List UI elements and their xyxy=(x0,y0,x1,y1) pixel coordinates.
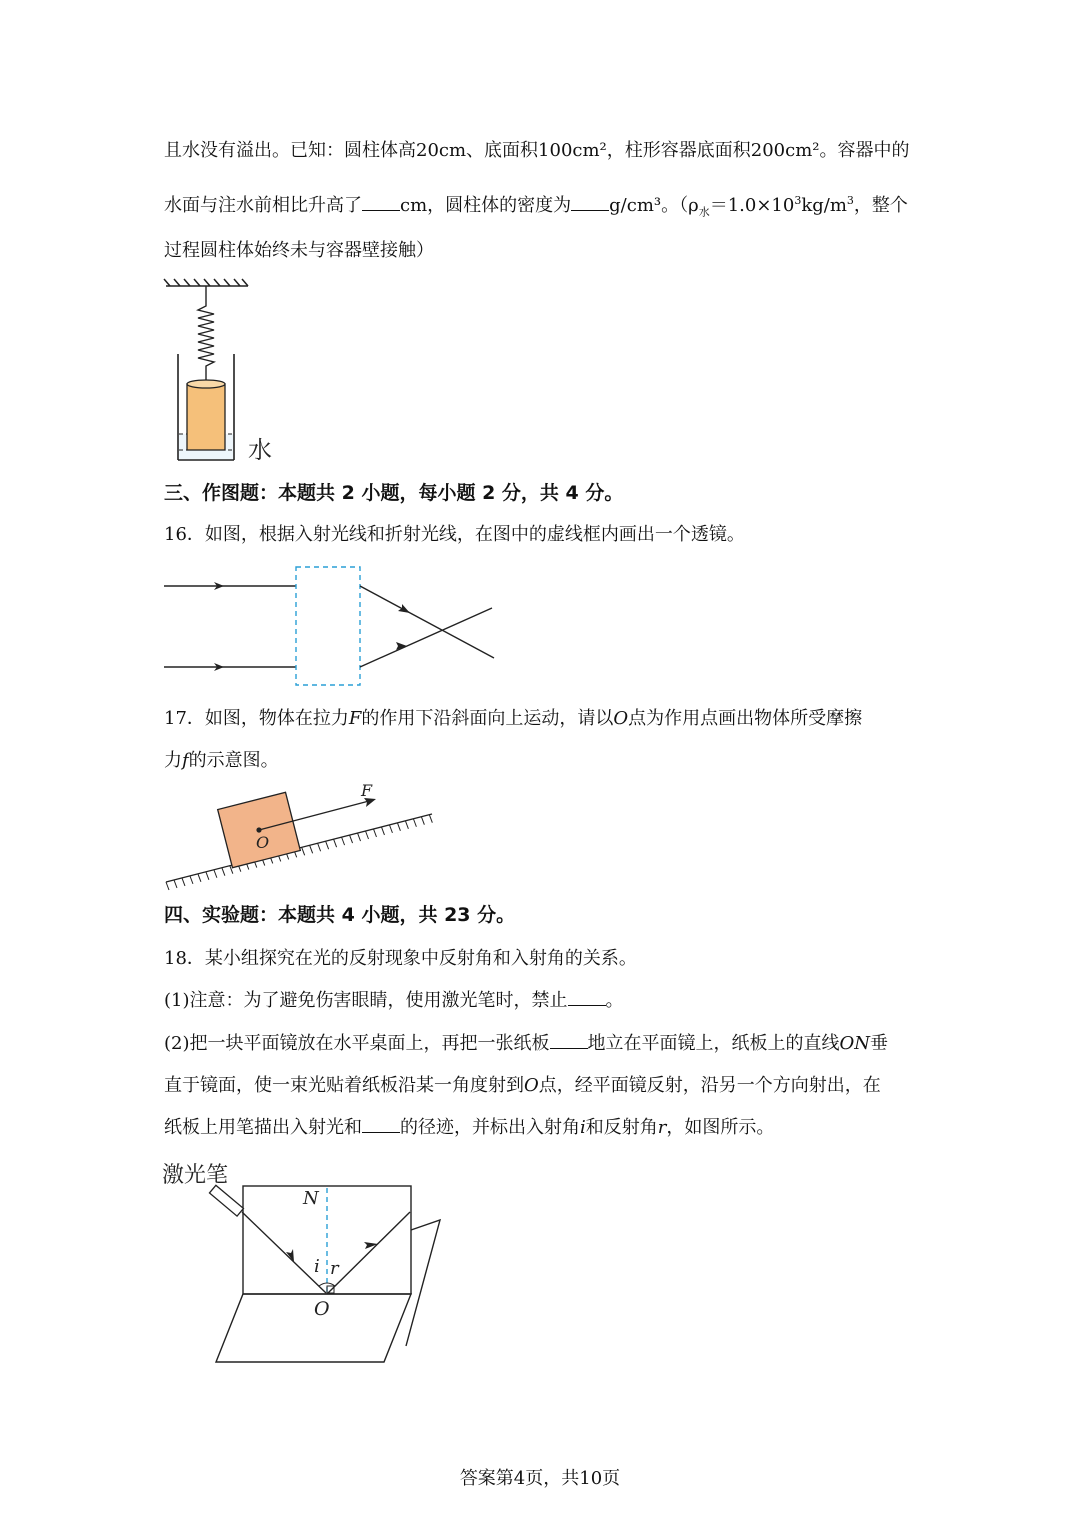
hatch-mark xyxy=(326,841,329,849)
rho-subscript: 水 xyxy=(698,205,710,219)
answer-blank xyxy=(362,1116,400,1133)
q15-text-a: 水面与注水前相比升高了 xyxy=(164,195,362,216)
section-4-heading: 四、实验题：本题共 4 小题，共 23 分。 xyxy=(164,904,516,926)
answer-blank xyxy=(362,194,400,211)
incline-hatching xyxy=(166,815,432,890)
var-r: r xyxy=(657,1117,667,1138)
q15-line3: 过程圆柱体始终未与容器壁接触） xyxy=(164,240,434,261)
q18-intro: 18．某小组探究在光的反射现象中反射角和入射角的关系。 xyxy=(164,948,637,969)
q18-p2-text-f: 纸板上用笔描出入射光和 xyxy=(164,1117,362,1138)
section-3-heading: 三、作图题：本题共 2 小题，每小题 2 分，共 4 分。 xyxy=(164,482,624,504)
var-F: F xyxy=(348,708,362,729)
refracted-ray-bottom xyxy=(360,608,492,667)
hatch-mark xyxy=(421,817,424,825)
cylinder xyxy=(187,380,225,450)
hatch-mark xyxy=(206,872,209,880)
hatch-mark xyxy=(214,870,217,878)
q15-line2 xyxy=(164,188,908,226)
q17-text-d: 力 xyxy=(164,750,182,771)
answer-blank xyxy=(550,1032,588,1049)
hatch-mark xyxy=(413,819,416,827)
answer-blank xyxy=(571,194,609,211)
q18-part1 xyxy=(164,988,624,1014)
q18-p2-text-e: 点，经平面镜反射，沿另一个方向射出，在 xyxy=(538,1075,881,1096)
var-O: O xyxy=(613,708,629,729)
reflection-figure xyxy=(160,1156,450,1366)
q18-p2-text-c: 垂 xyxy=(870,1033,889,1054)
q17-line2 xyxy=(164,748,279,774)
refracted-ray-top xyxy=(360,586,494,658)
hatch-mark xyxy=(302,847,305,855)
ceiling-support xyxy=(164,279,248,286)
hatch-mark xyxy=(198,874,201,882)
q15-line1: 且水没有溢出。已知：圆柱体高20cm、底面积100cm²，柱形容器底面积200cm²。容器中的 xyxy=(164,140,910,161)
q18-part2-line1 xyxy=(164,1031,888,1057)
label-O: O xyxy=(256,833,270,852)
hatch-mark xyxy=(222,868,225,876)
rho-value: ＝1.0×10 xyxy=(709,195,795,216)
label-F: F xyxy=(361,781,373,800)
label-O: O xyxy=(314,1298,330,1320)
hatch-mark xyxy=(358,833,361,841)
q15-text-c: g/cm³。（ xyxy=(609,195,689,216)
hatch-mark xyxy=(334,839,337,847)
reflected-ray xyxy=(328,1212,410,1293)
hatch-mark xyxy=(166,882,169,890)
hatch-mark xyxy=(190,876,193,884)
q18-p1-text-a: (1)注意：为了避免伤害眼睛，使用激光笔时，禁止 xyxy=(164,990,568,1011)
q18-p1-text-b: 。 xyxy=(605,990,624,1011)
q15-text-d: ，整个 xyxy=(853,195,908,216)
q18-p2-text-a: (2)把一块平面镜放在水平桌面上，再把一张纸板 xyxy=(164,1033,550,1054)
water-label: 水 xyxy=(248,436,272,464)
q18-p2-text-b: 地立在平面镜上，纸板上的直线 xyxy=(587,1033,840,1054)
rho-exponent: 3 xyxy=(794,194,802,207)
hatch-mark xyxy=(429,815,432,823)
label-r: r xyxy=(330,1258,339,1279)
spring-cylinder-figure xyxy=(160,276,290,468)
q17-text-b: 的作用下沿斜面向上运动，请以 xyxy=(361,708,614,729)
hatch-mark xyxy=(174,880,177,888)
var-f: f xyxy=(182,750,189,771)
hatch-mark xyxy=(350,835,353,843)
incident-ray xyxy=(242,1212,326,1293)
rho-unit-exponent: 3 xyxy=(846,194,854,207)
page-footer: 答案第4页，共10页 xyxy=(459,1468,621,1489)
paper-board xyxy=(216,1186,440,1362)
hatch-mark xyxy=(310,845,313,853)
hatch-mark xyxy=(366,831,369,839)
right-angle-mark xyxy=(327,1286,334,1293)
label-N: N xyxy=(303,1188,319,1209)
q16-text: 16．如图，根据入射光线和折射光线，在图中的虚线框内画出一个透镜。 xyxy=(164,524,745,545)
label-laser-pen: 激光笔 xyxy=(162,1163,229,1188)
hatch-mark xyxy=(318,843,321,851)
lens-figure xyxy=(164,564,504,690)
q17-text-a: 17．如图，物体在拉力 xyxy=(164,708,349,729)
spring xyxy=(198,286,214,380)
hatch-mark xyxy=(389,825,392,833)
hatch-mark xyxy=(381,827,384,835)
q15-text-b: cm，圆柱体的密度为 xyxy=(400,195,572,216)
dashed-lens-box xyxy=(296,567,360,685)
hatch-mark xyxy=(373,829,376,837)
arrow-head xyxy=(398,604,410,613)
hatch-mark xyxy=(342,837,345,845)
hatch-mark xyxy=(405,821,408,829)
answer-blank xyxy=(568,989,606,1006)
var-ON: ON xyxy=(839,1033,871,1054)
rho-unit: kg/m xyxy=(801,195,847,216)
q18-p2-text-g: 的径迹，并标出入射角 xyxy=(400,1117,580,1138)
q18-p2-text-h: 和反射角 xyxy=(585,1117,658,1138)
q18-part2-line2 xyxy=(164,1073,881,1099)
hatch-mark xyxy=(182,878,185,886)
q18-p2-text-d: 直于镜面，使一束光贴着纸板沿某一角度射到 xyxy=(164,1075,524,1096)
laser-pen-icon xyxy=(209,1185,243,1216)
q17-text-e: 的示意图。 xyxy=(188,750,279,771)
q17-line1 xyxy=(164,706,862,732)
incline-figure xyxy=(164,782,444,894)
var-O: O xyxy=(524,1075,539,1096)
q17-text-c: 点为作用点画出物体所受摩擦 xyxy=(628,708,863,729)
var-i: i xyxy=(580,1117,586,1138)
rho-symbol: ρ xyxy=(688,195,699,216)
label-i: i xyxy=(314,1256,320,1277)
hatch-mark xyxy=(397,823,400,831)
q18-p2-text-i: ，如图所示。 xyxy=(666,1117,775,1138)
q18-part2-line3 xyxy=(164,1115,774,1141)
